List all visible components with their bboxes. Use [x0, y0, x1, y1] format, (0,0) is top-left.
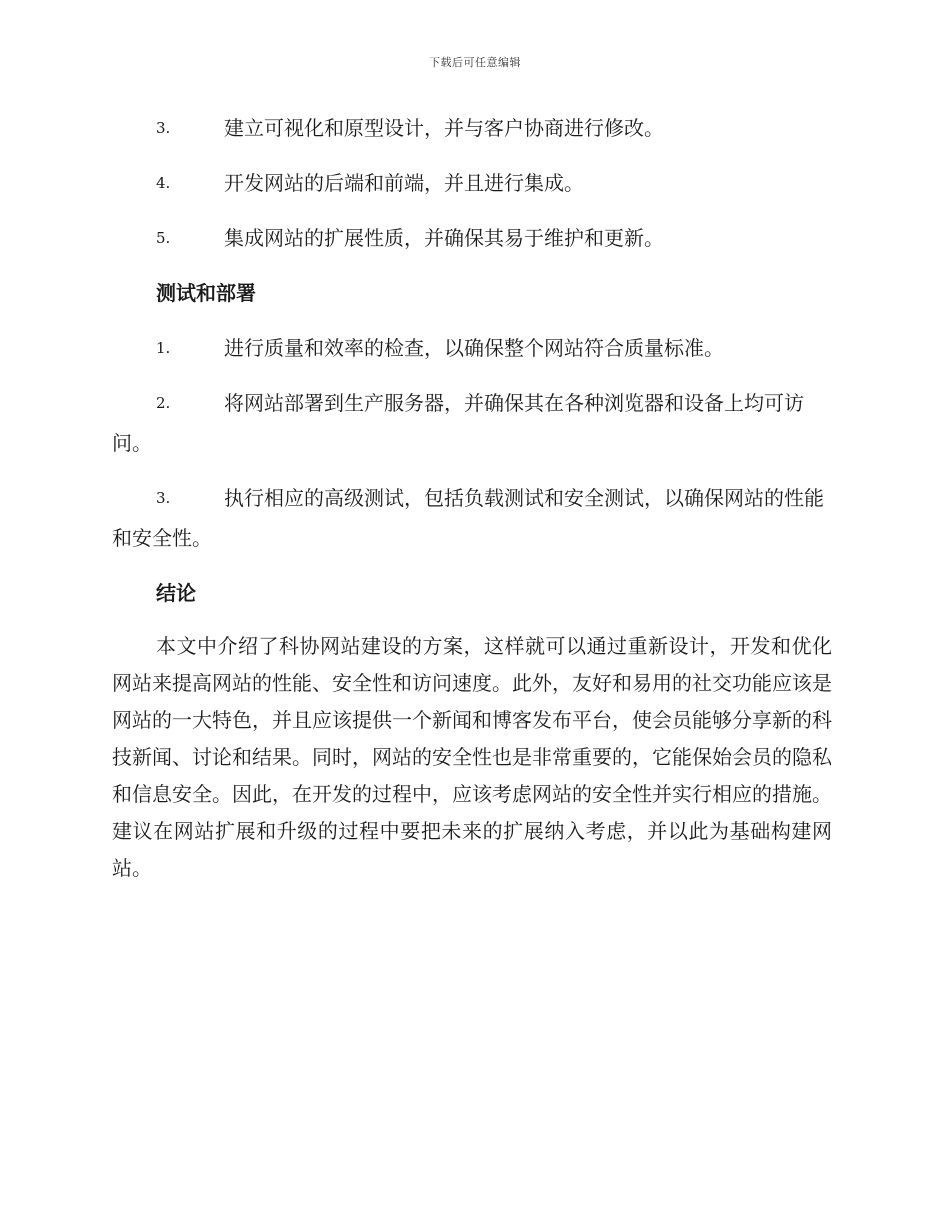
list-item: [112, 478, 832, 558]
section-heading-testing-deployment: 测试和部署: [156, 281, 256, 305]
list-item-text: 建立可视化和原型设计，并与客户协商进行修改。: [224, 116, 664, 140]
list-item-number: 4.: [156, 174, 171, 192]
list-item: [112, 328, 832, 368]
list-item: [112, 218, 832, 258]
document-body: [112, 108, 832, 907]
list-item-text: 进行质量和效率的检查，以确保整个网站符合质量标准。: [224, 336, 724, 360]
list-item-text: 开发网站的后端和前端，并且进行集成。: [224, 171, 584, 195]
list-item-number: 5.: [156, 229, 171, 247]
list-item-text: 执行相应的高级测试，包括负载测试和安全测试，以确保网站的性能和安全性。: [112, 486, 824, 550]
list-item: [112, 383, 832, 463]
page-header: 下载后可任意编辑: [429, 56, 521, 69]
list-item-text: 集成网站的扩展性质，并确保其易于维护和更新。: [224, 226, 664, 250]
conclusion-paragraph: 本文中介绍了科协网站建设的方案，这样就可以通过重新设计，开发和优化网站来提高网站的性能、安全性和访问速度。此外，友好和易用的社交功能应该是网站的一大特色，并且应该提供一个新闻和博客发布平台，使会员能够分享新的科技新闻、讨论和结果。同时，网站的安全性也是非常重要的，它能保始会员的隐私和信息安全。因此，在开发的过程中，应该考虑网站的安全性并实行相应的措施。建议在网站扩展和升级的过程中要把未来的扩展纳入考虑，并以此为基础构建网站。: [112, 634, 832, 880]
list-item-number: 3.: [156, 119, 171, 137]
list-item-number: 3.: [156, 489, 171, 507]
list-item: [112, 108, 832, 148]
section-heading-conclusion: 结论: [156, 581, 196, 605]
list-item-text: 将网站部署到生产服务器，并确保其在各种浏览器和设备上均可访问。: [112, 391, 804, 455]
list-item-number: 1.: [156, 339, 171, 357]
list-item-number: 2.: [156, 394, 171, 412]
list-item: [112, 163, 832, 203]
